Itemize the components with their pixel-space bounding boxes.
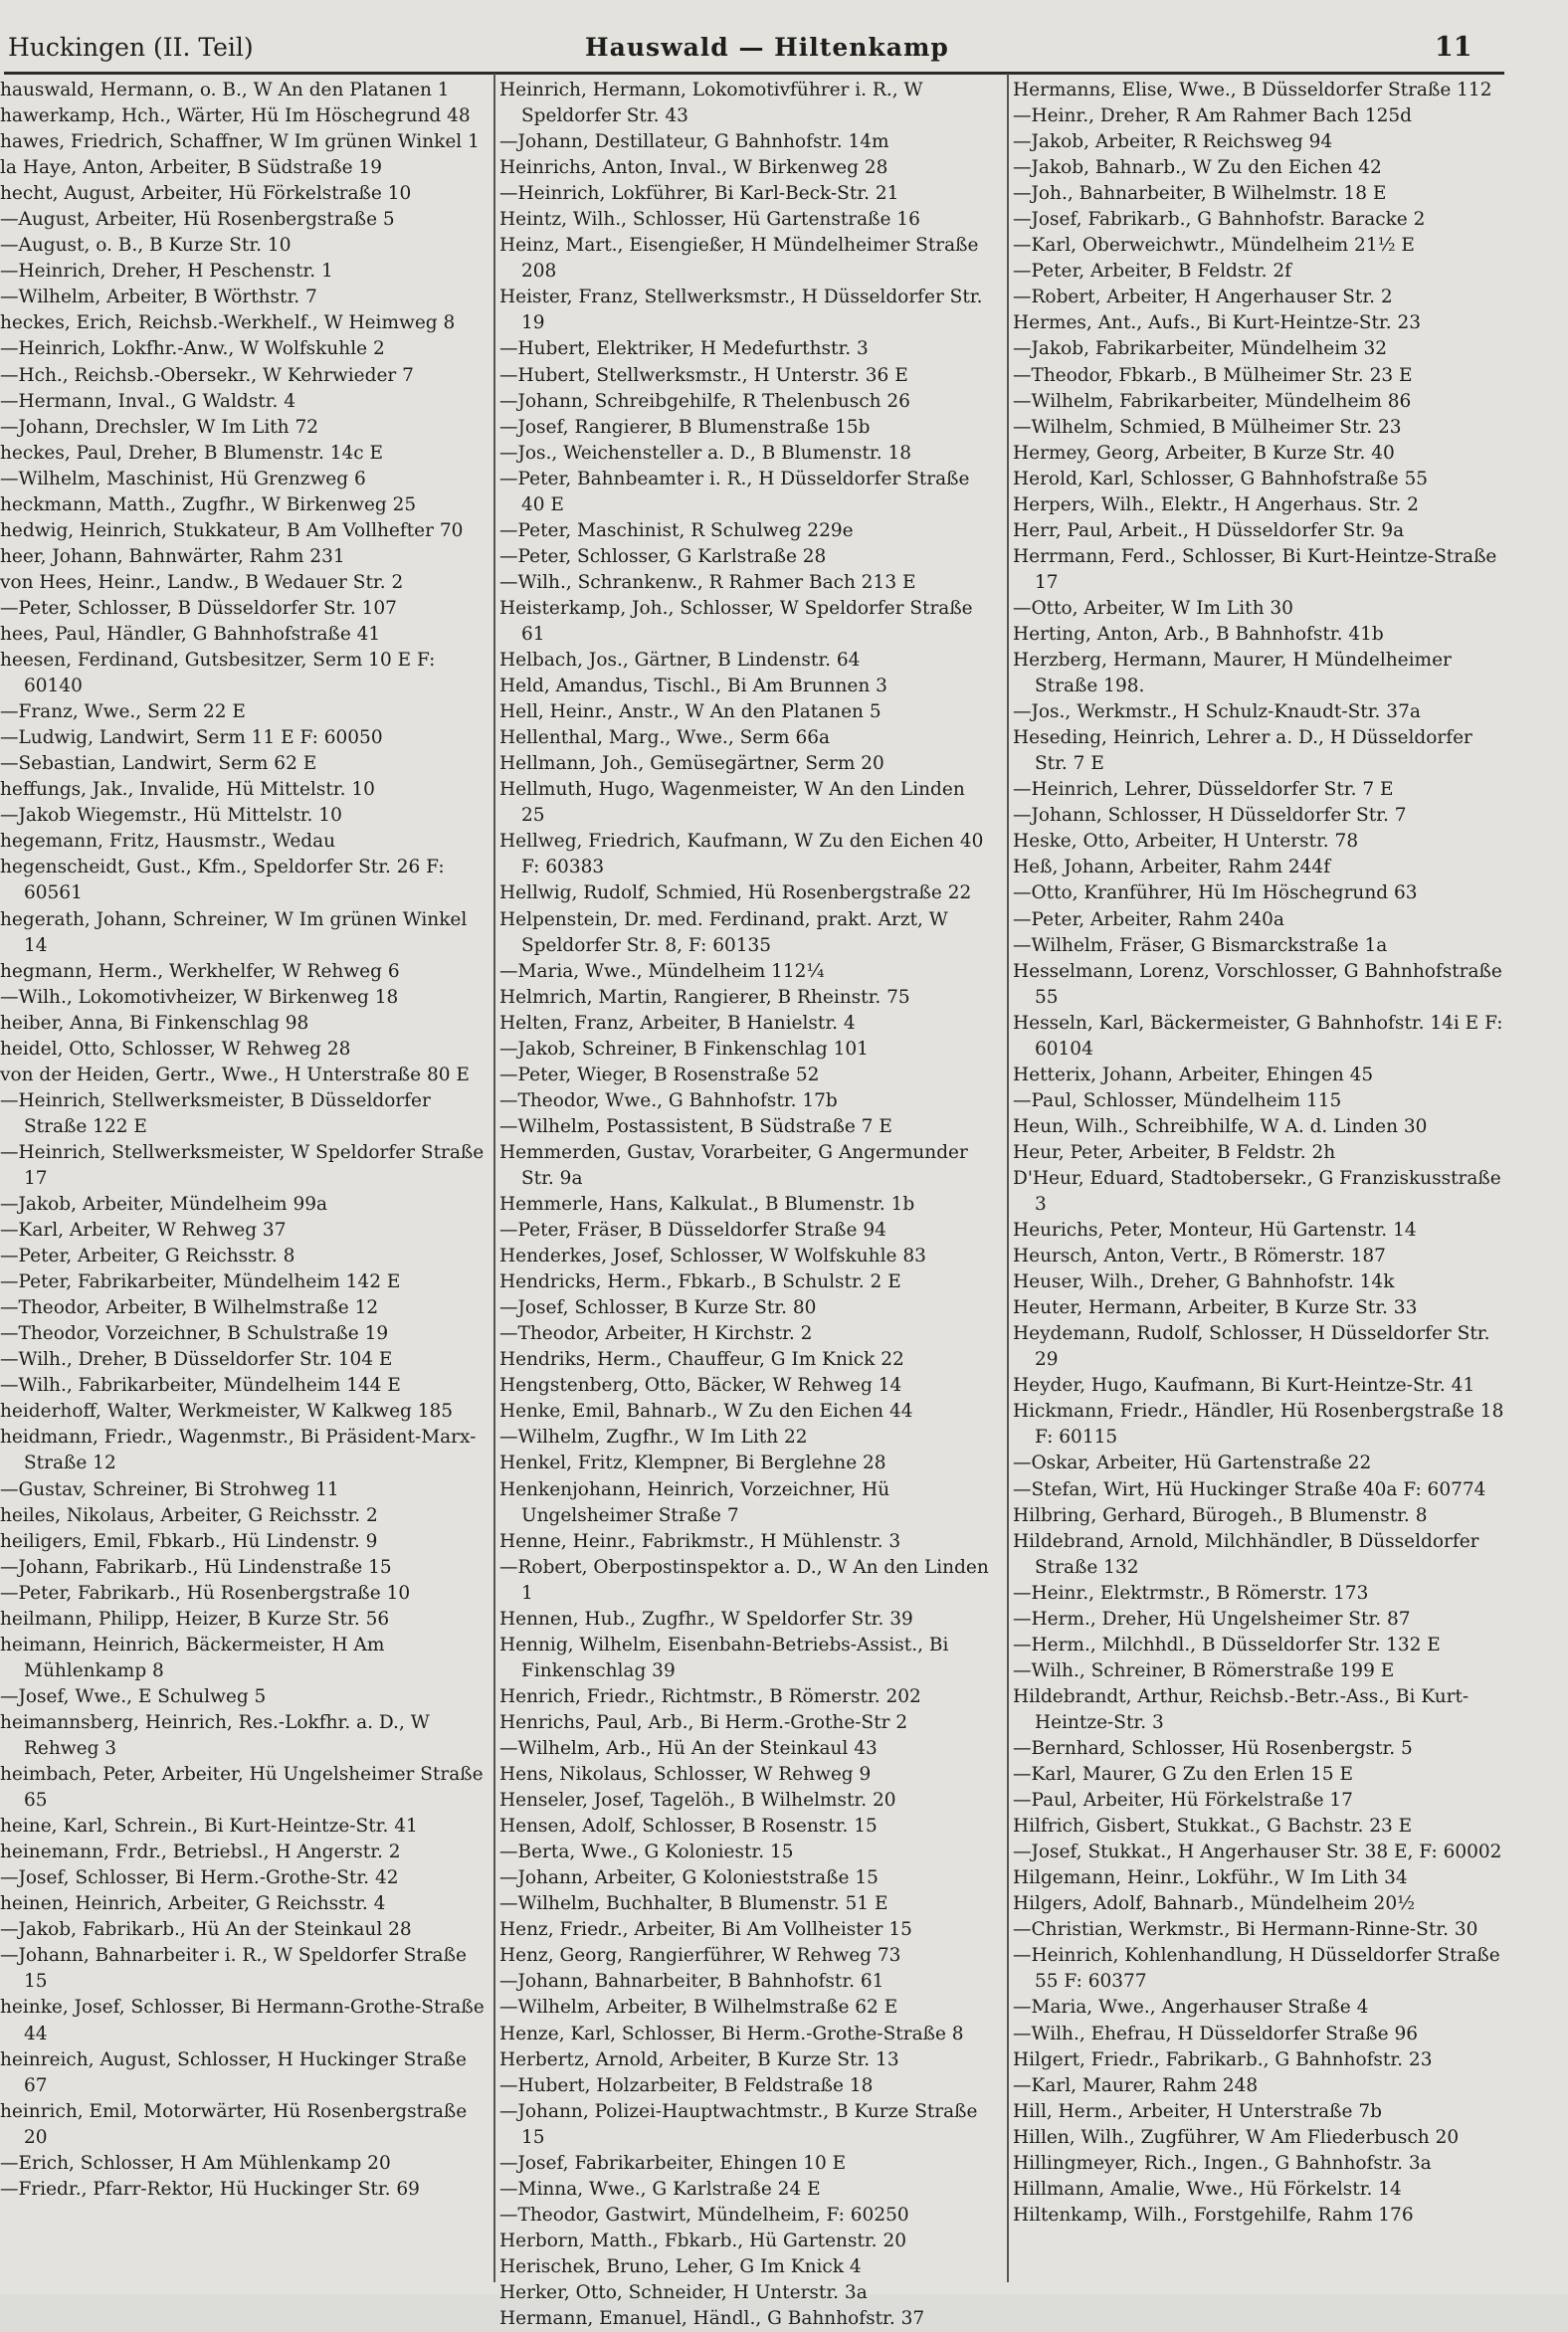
directory-entry: —Josef, Stukkat., H Angerhauser Str. 38 E, F: 60002 (1013, 1842, 1502, 1863)
directory-entry: —Heinrich, Stellwerksmeister, W Speldorfer Straße 17 (0, 1141, 485, 1189)
directory-entry: —Peter, Fabrikarb., Hü Rosenbergstraße 10 (0, 1582, 411, 1604)
directory-entry: Hendriks, Herm., Chauffeur, G Im Knick 22 (499, 1349, 904, 1371)
directory-entry: —Paul, Arbeiter, Hü Förkelstraße 17 (1013, 1790, 1353, 1812)
directory-entry: Hermanns, Elise, Wwe., B Düsseldorfer Straße 112 (1013, 80, 1492, 100)
directory-entry: heiderhoff, Walter, Werkmeister, W Kalkweg 185 (0, 1401, 454, 1423)
directory-entry: —Johann, Bahnarbeiter, B Bahnhofstr. 61 (499, 1971, 884, 1993)
directory-entry: —Josef, Rangierer, B Blumenstraße 15b (499, 416, 871, 438)
directory-entry: —Hubert, Stellwerksmstr., H Unterstr. 36 E (499, 364, 908, 386)
column-divider (1007, 74, 1009, 2282)
directory-entry: —Jos., Werkmstr., H Schulz-Knaudt-Str. 37a (1013, 701, 1421, 723)
directory-entry: Herrmann, Ferd., Schlosser, Bi Kurt-Heintze-Straße 17 (1013, 545, 1497, 593)
directory-entry: —Heinrich, Dreher, H Peschenstr. 1 (0, 261, 333, 283)
directory-entry: —Theodor, Arbeiter, B Wilhelmstraße 12 (0, 1297, 379, 1319)
directory-entry: Hickmann, Friedr., Händler, Hü Rosenbergstraße 18 F: 60115 (1013, 1401, 1504, 1449)
directory-entry: Hennig, Wilhelm, Eisenbahn-Betriebs-Assist., Bi Finkenschlag 39 (499, 1634, 949, 1681)
directory-entry: —Wilhelm, Postassistent, B Südstraße 7 E (499, 1115, 892, 1137)
directory-entry: —Heinrich, Kohlenhandlung, H Düsseldorfer Straße 55 F: 60377 (1013, 1945, 1500, 1993)
directory-entry: Heisterkamp, Joh., Schlosser, W Speldorfer Straße 61 (499, 597, 973, 645)
directory-entry: hegenscheidt, Gust., Kfm., Speldorfer Str. 26 F: 60561 (0, 857, 445, 904)
directory-entry: heinemann, Frdr., Betriebsl., H Angerstr. 2 (0, 1842, 401, 1863)
directory-entry: Hill, Herm., Arbeiter, H Unterstraße 7b (1013, 2100, 1382, 2122)
directory-entry: —Wilhelm, Schmied, B Mülheimer Str. 23 (1013, 416, 1402, 438)
directory-entry: —Robert, Oberpostinspektor a. D., W An den Linden 1 (499, 1556, 989, 1604)
running-head-district: Huckingen (II. Teil) (8, 33, 254, 62)
directory-entry: Helten, Franz, Arbeiter, B Hanielstr. 4 (499, 1012, 856, 1034)
column-2 (499, 78, 992, 2330)
directory-entry: —Karl, Maurer, G Zu den Erlen 15 E (1013, 1764, 1353, 1786)
directory-entry: Heurichs, Peter, Monteur, Hü Gartenstr. 14 (1013, 1220, 1417, 1242)
directory-entry: Henne, Heinr., Fabrikmstr., H Mühlenstr. 3 (499, 1530, 901, 1552)
directory-entry: —Heinrich, Stellwerksmeister, B Düsseldorfer Straße 122 E (0, 1089, 431, 1137)
directory-entry: —Jakob, Schreiner, B Finkenschlag 101 (499, 1038, 869, 1060)
directory-entry: Hens, Nikolaus, Schlosser, W Rehweg 9 (499, 1764, 872, 1786)
directory-entry: heckes, Paul, Dreher, B Blumenstr. 14c E (0, 442, 384, 464)
directory-entry: —Erich, Schlosser, H Am Mühlenkamp 20 (0, 2152, 391, 2174)
directory-entry: heimbach, Peter, Arbeiter, Hü Ungelsheimer Straße 65 (0, 1764, 484, 1812)
page-number: 11 (1435, 32, 1472, 63)
directory-entry: Hillingmeyer, Rich., Ingen., G Bahnhofstr. 3a (1013, 2152, 1432, 2174)
directory-entry: hawes, Friedrich, Schaffner, W Im grünen Winkel 1 (0, 131, 480, 153)
directory-entry: Hermann, Emanuel, Händl., G Bahnhofstr. 37 (499, 2308, 925, 2330)
directory-entry: —Wilhelm, Arbeiter, B Wörthstr. 7 (0, 287, 317, 308)
directory-entry: heckmann, Matth., Zugfhr., W Birkenweg 25 (0, 493, 417, 515)
directory-entry: —Peter, Arbeiter, Rahm 240a (1013, 908, 1284, 930)
directory-entry: —Christian, Werkmstr., Bi Hermann-Rinne-Str. 30 (1013, 1919, 1478, 1941)
directory-entry: —Wilh., Lokomotivheizer, W Birkenweg 18 (0, 986, 399, 1008)
entry-list (0, 78, 492, 2203)
directory-entry: —Johann, Drechsler, W Im Lith 72 (0, 416, 319, 438)
directory-entry: —Josef, Schlosser, B Kurze Str. 80 (499, 1297, 817, 1319)
directory-entry: Heursch, Anton, Vertr., B Römerstr. 187 (1013, 1246, 1386, 1267)
directory-entry: heimannsberg, Heinrich, Res.-Lokfhr. a. D., W Rehweg 3 (0, 1711, 430, 1759)
directory-entry: Henz, Friedr., Arbeiter, Bi Am Vollheister 15 (499, 1919, 912, 1941)
directory-entry: —Wilhelm, Arbeiter, B Wilhelmstraße 62 E (499, 1997, 898, 2019)
directory-entry: —Gustav, Schreiner, Bi Strohweg 11 (0, 1478, 339, 1500)
directory-entry: Herold, Karl, Schlosser, G Bahnhofstraße 55 (1013, 468, 1429, 489)
directory-entry: heckes, Erich, Reichsb.-Werkhelf., W Heimweg 8 (0, 312, 456, 334)
directory-entry: —August, o. B., B Kurze Str. 10 (0, 235, 292, 257)
directory-entry: heinke, Josef, Schlosser, Bi Hermann-Grothe-Straße 44 (0, 1997, 485, 2044)
directory-entry: Hellwig, Rudolf, Schmied, Hü Rosenbergstraße 22 (499, 882, 972, 904)
directory-entry: —Wilh., Ehefrau, H Düsseldorfer Straße 96 (1013, 2023, 1419, 2044)
directory-entry: Henz, Georg, Rangierführer, W Rehweg 73 (499, 1945, 901, 1967)
directory-entry: —Wilhelm, Buchhalter, B Blumenstr. 51 E (499, 1893, 888, 1915)
directory-entry: —Wilh., Fabrikarbeiter, Mündelheim 144 E (0, 1375, 401, 1397)
directory-entry: Henrich, Friedr., Richtmstr., B Römerstr. 202 (499, 1685, 921, 1707)
directory-entry: —Theodor, Fbkarb., B Mülheimer Str. 23 E (1013, 364, 1413, 386)
directory-entry: —Franz, Wwe., Serm 22 E (0, 701, 246, 723)
directory-entry: Hetterix, Johann, Arbeiter, Ehingen 45 (1013, 1064, 1374, 1085)
directory-entry: —Wilhelm, Maschinist, Hü Grenzweg 6 (0, 468, 366, 489)
directory-entry: —Jakob, Fabrikarbeiter, Mündelheim 32 (1013, 338, 1388, 360)
directory-entry: —Sebastian, Landwirt, Serm 62 E (0, 753, 317, 775)
directory-entry: —Karl, Oberweichwtr., Mündelheim 21½ E (1013, 235, 1415, 257)
directory-entry: Henkel, Fritz, Klempner, Bi Berglehne 28 (499, 1453, 886, 1474)
directory-entry: —Joh., Bahnarbeiter, B Wilhelmstr. 18 E (1013, 183, 1387, 205)
directory-entry: —Johann, Destillateur, G Bahnhofstr. 14m (499, 131, 889, 153)
directory-entry: —Josef, Schlosser, Bi Herm.-Grothe-Str. 42 (0, 1867, 399, 1889)
directory-entry: von der Heiden, Gertr., Wwe., H Unterstraße 80 E (0, 1064, 470, 1085)
directory-entry: —Berta, Wwe., G Koloniestr. 15 (499, 1842, 794, 1863)
directory-entry: —Karl, Arbeiter, W Rehweg 37 (0, 1220, 287, 1242)
directory-entry: Hilbring, Gerhard, Bürogeh., B Blumenstr. 8 (1013, 1504, 1428, 1526)
directory-entry: Heur, Peter, Arbeiter, B Feldstr. 2h (1013, 1141, 1336, 1163)
directory-entry: Herzberg, Hermann, Maurer, H Mündelheimer Straße 198. (1013, 650, 1452, 697)
directory-entry: —Josef, Wwe., E Schulweg 5 (0, 1685, 267, 1707)
directory-entry: Hillmann, Amalie, Wwe., Hü Förkelstr. 14 (1013, 2178, 1402, 2200)
directory-entry: Hengstenberg, Otto, Bäcker, W Rehweg 14 (499, 1375, 902, 1397)
directory-entry: —Peter, Maschinist, R Schulweg 229e (499, 519, 854, 541)
entry-list (1013, 78, 1505, 2229)
directory-entry: —Johann, Bahnarbeiter i. R., W Speldorfer Straße 15 (0, 1945, 467, 1993)
directory-entry: Heun, Wilh., Schreibhilfe, W A. d. Linden 30 (1013, 1115, 1428, 1137)
directory-entry: heesen, Ferdinand, Gutsbesitzer, Serm 10 E F: 60140 (0, 650, 436, 697)
directory-entry: hecht, August, Arbeiter, Hü Förkelstraße 10 (0, 183, 412, 205)
directory-entry: Hellenthal, Marg., Wwe., Serm 66a (499, 727, 831, 749)
directory-entry: —Jakob Wiegemstr., Hü Mittelstr. 10 (0, 805, 342, 827)
directory-entry: —Minna, Wwe., G Karlstraße 24 E (499, 2178, 821, 2200)
directory-entry: Helmrich, Martin, Rangierer, B Rheinstr. 75 (499, 986, 910, 1008)
directory-entry: hauswald, Hermann, o. B., W An den Platanen 1 (0, 80, 450, 100)
directory-entry: Heydemann, Rudolf, Schlosser, H Düsseldorfer Str. 29 (1013, 1323, 1490, 1371)
directory-entry: heinreich, August, Schlosser, H Huckinger Straße 67 (0, 2048, 467, 2096)
directory-entry: hegerath, Johann, Schreiner, W Im grünen Winkel 14 (0, 908, 468, 956)
directory-entry: —Robert, Arbeiter, H Angerhauser Str. 2 (1013, 287, 1393, 308)
directory-entry: Heseding, Heinrich, Lehrer a. D., H Düsseldorfer Str. 7 E (1013, 727, 1472, 775)
directory-entry: —Heinrich, Lehrer, Düsseldorfer Str. 7 E (1013, 779, 1394, 801)
directory-entry: heinen, Heinrich, Arbeiter, G Reichsstr. 4 (0, 1893, 386, 1915)
directory-entry: —Bernhard, Schlosser, Hü Rosenbergstr. 5 (1013, 1738, 1413, 1759)
directory-entry: Hellweg, Friedrich, Kaufmann, W Zu den Eichen 40 F: 60383 (499, 831, 984, 878)
directory-entry: Hesseln, Karl, Bäckermeister, G Bahnhofstr. 14i E F: 60104 (1013, 1012, 1503, 1060)
directory-entry: Hermey, Georg, Arbeiter, B Kurze Str. 40 (1013, 442, 1395, 464)
directory-entry: Helpenstein, Dr. med. Ferdinand, prakt. Arzt, W Speldorfer Str. 8, F: 60135 (499, 908, 948, 956)
directory-entry: Hiltenkamp, Wilh., Forstgehilfe, Rahm 176 (1013, 2204, 1414, 2226)
directory-entry: —Heinr., Dreher, R Am Rahmer Bach 125d (1013, 105, 1412, 127)
directory-entry: Heinz, Mart., Eisengießer, H Mündelheimer Straße 208 (499, 235, 979, 283)
directory-entry: von Hees, Heinr., Landw., B Wedauer Str. 2 (0, 571, 404, 593)
directory-entry: Henderkes, Josef, Schlosser, W Wolfskuhle 83 (499, 1246, 926, 1267)
directory-entry: Hilgemann, Heinr., Lokführ., W Im Lith 34 (1013, 1867, 1408, 1889)
directory-entry: hedwig, Heinrich, Stukkateur, B Am Vollhefter 70 (0, 519, 464, 541)
directory-entry: Hellmann, Joh., Gemüsegärtner, Serm 20 (499, 753, 884, 775)
directory-entry: Heister, Franz, Stellwerksmstr., H Düsseldorfer Str. 19 (499, 287, 983, 334)
directory-entry: —Hch., Reichsb.-Obersekr., W Kehrwieder 7 (0, 364, 414, 386)
directory-entry: hegmann, Herm., Werkhelfer, W Rehweg 6 (0, 960, 400, 982)
directory-entry: —Heinrich, Lokfhr.-Anw., W Wolfskuhle 2 (0, 338, 385, 360)
directory-entry: Herr, Paul, Arbeit., H Düsseldorfer Str. 9a (1013, 519, 1405, 541)
directory-entry: —Peter, Fräser, B Düsseldorfer Straße 94 (499, 1220, 886, 1242)
directory-entry: Hemmerden, Gustav, Vorarbeiter, G Angermunder Str. 9a (499, 1141, 968, 1189)
directory-entry: Herischek, Bruno, Leher, G Im Knick 4 (499, 2255, 862, 2277)
directory-entry: —Peter, Wieger, B Rosenstraße 52 (499, 1064, 820, 1085)
directory-entry: —Jakob, Arbeiter, R Reichsweg 94 (1013, 131, 1333, 153)
directory-entry: Hensen, Adolf, Schlosser, B Rosenstr. 15 (499, 1816, 878, 1838)
directory-entry: —Hubert, Holzarbeiter, B Feldstraße 18 (499, 2074, 874, 2096)
directory-entry: —Wilh., Schrankenw., R Rahmer Bach 213 E (499, 571, 916, 593)
directory-entry: —Karl, Maurer, Rahm 248 (1013, 2074, 1259, 2096)
directory-entry: Hilfrich, Gisbert, Stukkat., G Bachstr. 23 E (1013, 1816, 1413, 1838)
directory-entry: —Jos., Weichensteller a. D., B Blumenstr. 18 (499, 442, 912, 464)
directory-entry: —Peter, Arbeiter, B Feldstr. 2f (1013, 261, 1292, 283)
directory-entry: heine, Karl, Schrein., Bi Kurt-Heintze-Str. 41 (0, 1816, 418, 1838)
directory-entry: —Herm., Dreher, Hü Ungelsheimer Str. 87 (1013, 1608, 1411, 1630)
directory-entry: —Wilhelm, Fabrikarbeiter, Mündelheim 86 (1013, 390, 1412, 412)
directory-entry: hegemann, Fritz, Hausmstr., Wedau (0, 831, 336, 853)
directory-entry: Hildebrand, Arnold, Milchhändler, B Düsseldorfer Straße 132 (1013, 1530, 1479, 1578)
directory-entry: Heyder, Hugo, Kaufmann, Bi Kurt-Heintze-Str. 41 (1013, 1375, 1475, 1397)
directory-entry: Hildebrandt, Arthur, Reichsb.-Betr.-Ass., Bi Kurt-Heintze-Str. 3 (1013, 1685, 1470, 1733)
directory-entry: Hilgers, Adolf, Bahnarb., Mündelheim 20½ (1013, 1893, 1416, 1915)
directory-entry: Henrichs, Paul, Arb., Bi Herm.-Grothe-Str 2 (499, 1711, 908, 1733)
directory-entry: —Maria, Wwe., Mündelheim 112¼ (499, 960, 825, 982)
directory-entry: Henseler, Josef, Tagelöh., B Wilhelmstr. 20 (499, 1790, 896, 1812)
directory-entry: Hennen, Hub., Zugfhr., W Speldorfer Str. 39 (499, 1608, 913, 1630)
directory-entry: Henke, Emil, Bahnarb., W Zu den Eichen 44 (499, 1401, 913, 1423)
entry-list (499, 78, 992, 2332)
directory-entry: —Stefan, Wirt, Hü Huckinger Straße 40a F: 60774 (1013, 1478, 1486, 1500)
directory-entry: —Peter, Arbeiter, G Reichsstr. 8 (0, 1246, 295, 1267)
directory-entry: —Hubert, Elektriker, H Medefurthstr. 3 (499, 338, 869, 360)
directory-entry: —Wilh., Dreher, B Düsseldorfer Str. 104 E (0, 1349, 393, 1371)
directory-entry: —Theodor, Arbeiter, H Kirchstr. 2 (499, 1323, 813, 1345)
directory-entry: —Johann, Schreibgehilfe, R Thelenbusch 26 (499, 390, 910, 412)
directory-entry: —Peter, Schlosser, G Karlstraße 28 (499, 545, 827, 567)
directory-entry: —August, Arbeiter, Hü Rosenbergstraße 5 (0, 209, 395, 231)
directory-entry: —Heinrich, Lokführer, Bi Karl-Beck-Str. 21 (499, 183, 899, 205)
column-divider (493, 74, 495, 2282)
directory-entry: heimann, Heinrich, Bäckermeister, H Am Mühlenkamp 8 (0, 1634, 385, 1681)
directory-entry: Hemmerle, Hans, Kalkulat., B Blumenstr. 1b (499, 1194, 915, 1216)
directory-entry: Heuter, Hermann, Arbeiter, B Kurze Str. 33 (1013, 1297, 1418, 1319)
directory-entry: Herting, Anton, Arb., B Bahnhofstr. 41b (1013, 623, 1384, 645)
directory-entry: la Haye, Anton, Arbeiter, B Südstraße 19 (0, 157, 382, 179)
running-head-name-range: Hauswald — Hiltenkamp (585, 33, 949, 62)
directory-entry: Hendricks, Herm., Fbkarb., B Schulstr. 2 E (499, 1271, 901, 1293)
directory-entry: —Peter, Bahnbeamter i. R., H Düsseldorfer Straße 40 E (499, 468, 970, 515)
directory-entry: heidel, Otto, Schlosser, W Rehweg 28 (0, 1038, 351, 1060)
column-1 (0, 78, 492, 2276)
directory-entry: —Johann, Polizei-Hauptwachtmstr., B Kurze Straße 15 (499, 2100, 978, 2148)
directory-entry: —Johann, Schlosser, H Düsseldorfer Str. 7 (1013, 805, 1407, 827)
directory-entry: —Peter, Fabrikarbeiter, Mündelheim 142 E (0, 1271, 401, 1293)
directory-entry: heilmann, Philipp, Heizer, B Kurze Str. 56 (0, 1608, 390, 1630)
column-3 (1013, 78, 1505, 2276)
directory-entry: heiber, Anna, Bi Finkenschlag 98 (0, 1012, 309, 1034)
directory-entry: Herbertz, Arnold, Arbeiter, B Kurze Str. 13 (499, 2048, 899, 2070)
directory-entry: —Oskar, Arbeiter, Hü Gartenstraße 22 (1013, 1453, 1372, 1474)
directory-entry: Heske, Otto, Arbeiter, H Unterstr. 78 (1013, 831, 1359, 853)
directory-entry: heer, Johann, Bahnwärter, Rahm 231 (0, 545, 345, 567)
directory-entry: —Jakob, Bahnarb., W Zu den Eichen 42 (1013, 157, 1382, 179)
directory-entry: —Josef, Fabrikarb., G Bahnhofstr. Baracke 2 (1013, 209, 1426, 231)
directory-entry: Henkenjohann, Heinrich, Vorzeichner, Hü Ungelsheimer Straße 7 (499, 1478, 890, 1526)
directory-entry: Herborn, Matth., Fbkarb., Hü Gartenstr. 20 (499, 2230, 906, 2251)
directory-entry: —Heinr., Elektrmstr., B Römerstr. 173 (1013, 1582, 1369, 1604)
directory-entry: —Wilhelm, Fräser, G Bismarckstraße 1a (1013, 934, 1388, 956)
directory-entry: —Theodor, Gastwirt, Mündelheim, F: 60250 (499, 2204, 909, 2226)
directory-entry: Hesselmann, Lorenz, Vorschlosser, G Bahnhofstraße 55 (1013, 960, 1502, 1008)
directory-entry: —Herm., Milchhdl., B Düsseldorfer Str. 132 E (1013, 1634, 1441, 1655)
directory-entry: —Hermann, Inval., G Waldstr. 4 (0, 390, 295, 412)
directory-entry: —Theodor, Vorzeichner, B Schulstraße 19 (0, 1323, 389, 1345)
directory-entry: —Jakob, Fabrikarb., Hü An der Steinkaul 28 (0, 1919, 412, 1941)
directory-entry: Hillen, Wilh., Zugführer, W Am Fliederbusch 20 (1013, 2126, 1460, 2148)
directory-entry: Heß, Johann, Arbeiter, Rahm 244f (1013, 857, 1331, 878)
directory-entry: —Theodor, Wwe., G Bahnhofstr. 17b (499, 1089, 838, 1111)
directory-entry: hees, Paul, Händler, G Bahnhofstraße 41 (0, 623, 381, 645)
directory-entry: —Friedr., Pfarr-Rektor, Hü Huckinger Str. 69 (0, 2178, 420, 2200)
header-rule (4, 72, 1504, 75)
directory-entry: —Wilhelm, Zugfhr., W Im Lith 22 (499, 1427, 808, 1449)
directory-entry: Heinrichs, Anton, Inval., W Birkenweg 28 (499, 157, 888, 179)
directory-entry: —Paul, Schlosser, Mündelheim 115 (1013, 1089, 1342, 1111)
directory-entry: heffungs, Jak., Invalide, Hü Mittelstr. 10 (0, 779, 375, 801)
directory-entry: heiles, Nikolaus, Arbeiter, G Reichsstr. 2 (0, 1504, 378, 1526)
directory-entry: Hell, Heinr., Anstr., W An den Platanen 5 (499, 701, 882, 723)
directory-entry: —Wilh., Schreiner, B Römerstraße 199 E (1013, 1659, 1395, 1681)
directory-entry: Held, Amandus, Tischl., Bi Am Brunnen 3 (499, 676, 887, 697)
directory-entry: D'Heur, Eduard, Stadtobersekr., G Franziskusstraße 3 (1013, 1167, 1501, 1216)
directory-entry: Heinrich, Hermann, Lokomotivführer i. R., W Speldorfer Str. 43 (499, 80, 923, 127)
directory-entry: Henze, Karl, Schlosser, Bi Herm.-Grothe-Straße 8 (499, 2023, 964, 2044)
directory-entry: —Ludwig, Landwirt, Serm 11 E F: 60050 (0, 727, 383, 749)
directory-entry: —Johann, Fabrikarb., Hü Lindenstraße 15 (0, 1556, 392, 1578)
directory-entry: Helbach, Jos., Gärtner, B Lindenstr. 64 (499, 650, 861, 672)
directory-entry: —Jakob, Arbeiter, Mündelheim 99a (0, 1194, 328, 1216)
directory-entry: —Maria, Wwe., Angerhauser Straße 4 (1013, 1997, 1369, 2019)
directory-entry: —Josef, Fabrikarbeiter, Ehingen 10 E (499, 2152, 847, 2174)
directory-entry: —Otto, Kranführer, Hü Im Höschegrund 63 (1013, 882, 1418, 904)
directory-entry: Hellmuth, Hugo, Wagenmeister, W An den Linden 25 (499, 779, 965, 827)
directory-entry: Herker, Otto, Schneider, H Unterstr. 3a (499, 2281, 868, 2303)
directory-entry: heidmann, Friedr., Wagenmstr., Bi Präsident-Marx-Straße 12 (0, 1427, 477, 1474)
directory-entry: Hermes, Ant., Aufs., Bi Kurt-Heintze-Str. 23 (1013, 312, 1422, 334)
directory-entry: Heintz, Wilh., Schlosser, Hü Gartenstraße 16 (499, 209, 920, 231)
directory-entry: —Otto, Arbeiter, W Im Lith 30 (1013, 597, 1293, 619)
directory-entry: heinrich, Emil, Motorwärter, Hü Rosenbergstraße 20 (0, 2100, 468, 2148)
directory-entry: hawerkamp, Hch., Wärter, Hü Im Höschegrund 48 (0, 105, 471, 127)
directory-entry: —Peter, Schlosser, B Düsseldorfer Str. 107 (0, 597, 397, 619)
directory-entry: Hilgert, Friedr., Fabrikarb., G Bahnhofstr. 23 (1013, 2048, 1433, 2070)
directory-entry: Heuser, Wilh., Dreher, G Bahnhofstr. 14k (1013, 1271, 1395, 1293)
directory-entry: —Wilhelm, Arb., Hü An der Steinkaul 43 (499, 1738, 878, 1759)
directory-entry: —Johann, Arbeiter, G Kolonieststraße 15 (499, 1867, 879, 1889)
directory-entry: heiligers, Emil, Fbkarb., Hü Lindenstr. 9 (0, 1530, 378, 1552)
directory-entry: Herpers, Wilh., Elektr., H Angerhaus. Str. 2 (1013, 493, 1419, 515)
